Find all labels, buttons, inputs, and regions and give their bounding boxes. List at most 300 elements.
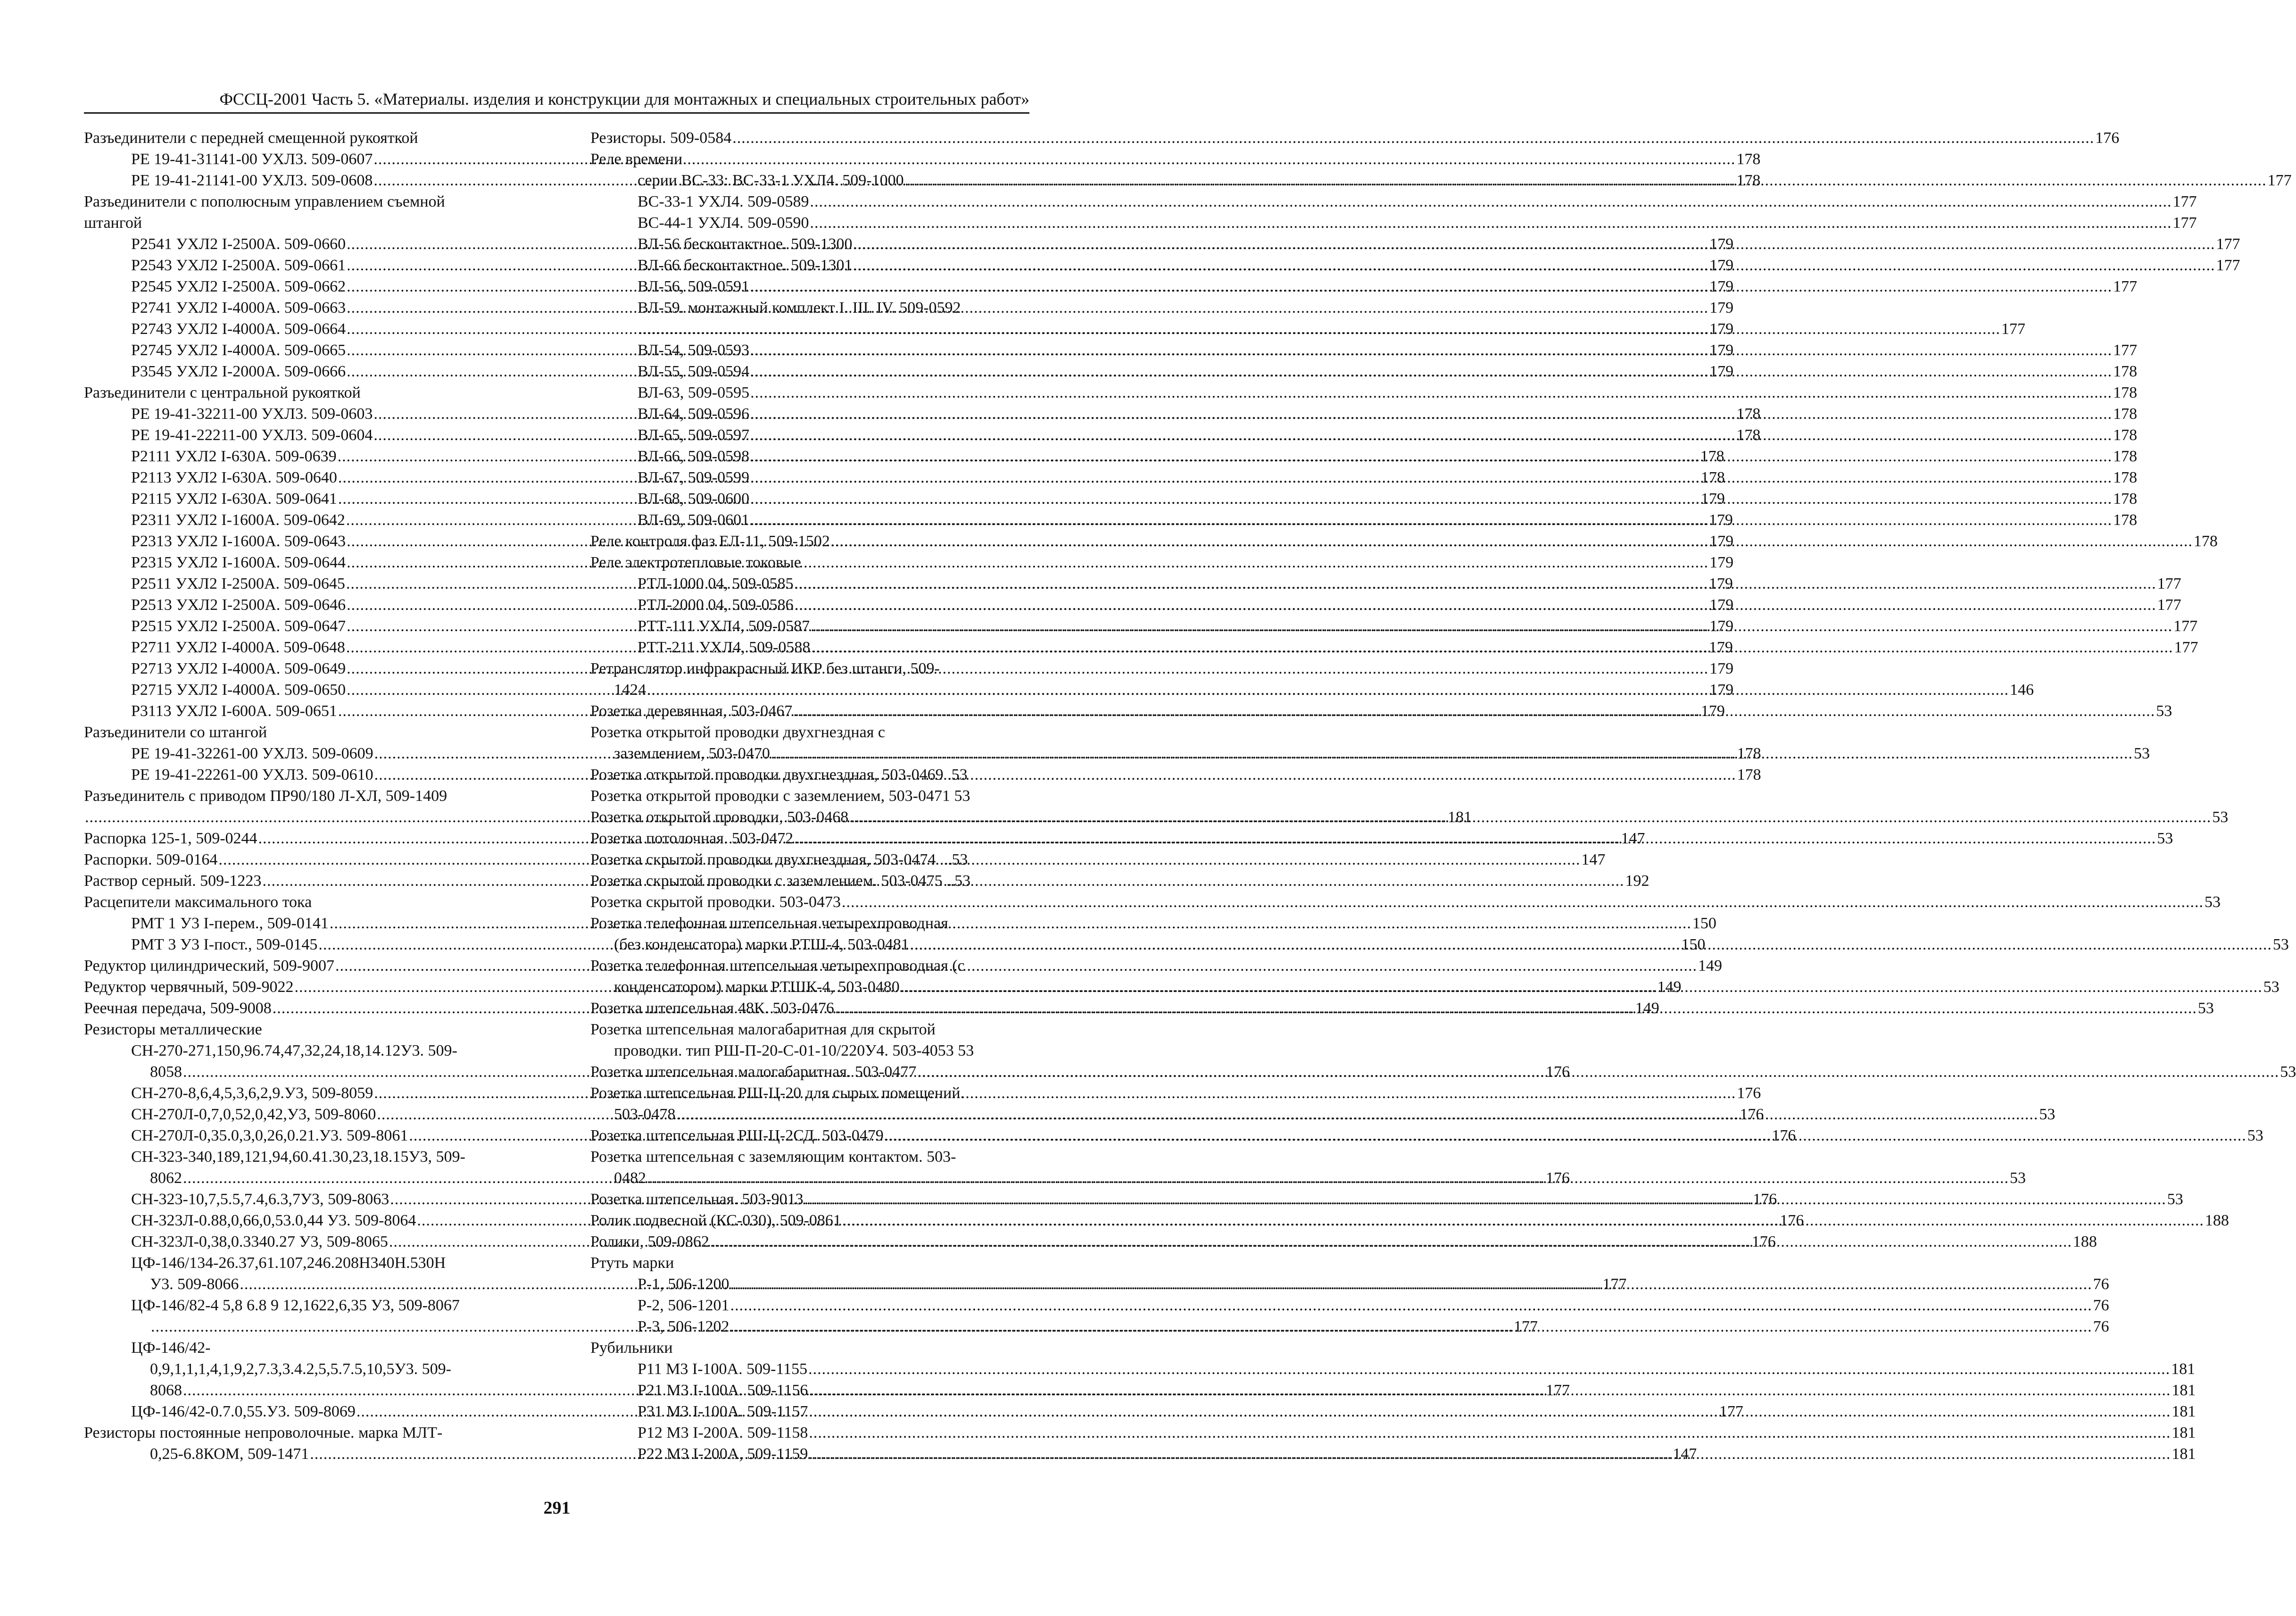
dot-leader — [374, 1083, 1736, 1104]
entry-page-number: 147 — [1581, 851, 1606, 868]
entry-page-number: 177 — [1514, 1318, 1538, 1335]
index-entry — [590, 764, 1030, 785]
dot-leader — [750, 276, 2112, 297]
dot-leader — [730, 1274, 2092, 1295]
entry-label: Р2511 УХЛ2 I-2500А. 509-0645 — [131, 575, 345, 592]
entry-label: Р2313 УХЛ2 I-1600А. 509-0643 — [131, 533, 346, 550]
dot-leader — [809, 1401, 2171, 1422]
entry-label: ЦФ-146/134-26.37,61.107,246.208Н340Н.530Н — [131, 1254, 446, 1272]
entry-page-number: 179 — [1709, 320, 1734, 338]
entry-label: Р3113 УХЛ2 I-600А. 509-0651 — [131, 702, 337, 720]
entry-page-number: 188 — [2205, 1212, 2229, 1229]
entry-label: РТЛ-1000 04, 509-0585 — [638, 575, 794, 592]
entry-label: Распорки. 509-0164 — [84, 851, 218, 868]
entry-page-number: 53 — [2010, 1169, 2026, 1187]
running-header: ФССЦ-2001 Часть 5. «Материалы. изделия и конструкции для монтажных и специальных строительных работ» — [219, 90, 1029, 108]
index-entry — [590, 212, 2197, 233]
index-entry — [590, 297, 1030, 318]
entry-page-number: 177 — [2267, 172, 2292, 189]
entry-label: Розетка штепсельная РШ-Ц-2СД. 503-0479 — [590, 1127, 884, 1144]
entry-label: СН-270Л-0,7,0,52,0,42,У3, 509-8060 — [131, 1106, 376, 1123]
index-entry — [590, 127, 2120, 149]
entry-label: Розетка штепсельная 48К. 503-0476 — [590, 1000, 834, 1017]
entry-page-number: 179 — [1709, 596, 1734, 614]
entry-page-number: 177 — [1602, 1275, 1627, 1293]
index-entry — [84, 212, 522, 233]
entry-page-number: 179 — [1708, 639, 1733, 656]
entry-page-number: 53 — [2197, 1000, 2214, 1017]
entry-page-number: 179 — [1709, 342, 1734, 359]
dot-leader — [750, 361, 2112, 382]
index-entry — [590, 1146, 1030, 1167]
dot-leader — [373, 149, 1735, 170]
entry-page-number: 177 — [2157, 575, 2181, 592]
entry-label: ВЛ-59. монтажный комплект I. III. IV. 509-0592 — [638, 299, 961, 317]
dot-leader — [732, 127, 2094, 149]
entry-page-number: 179 — [1709, 257, 1734, 274]
entry-label: ВЛ-64, 509-0596 — [638, 405, 750, 423]
entry-label: Р3545 УХЛ2 I-2000А. 509-0666 — [131, 363, 346, 380]
entry-label: Розетка штепсельная малогабаритная. 503-0477 — [590, 1063, 917, 1081]
entry-label: ВЛ-56, 509-0591 — [638, 278, 750, 295]
page-number: 291 — [543, 1498, 571, 1518]
entry-page-number: 178 — [1700, 469, 1725, 486]
entry-page-number: 179 — [1700, 490, 1725, 508]
entry-page-number: 178 — [1737, 766, 1761, 783]
entry-page-number: 176 — [1751, 1233, 1776, 1250]
dot-leader — [771, 743, 2133, 764]
dot-leader — [811, 637, 2173, 658]
entry-page-number: 149 — [1657, 978, 1682, 996]
entry-page-number: 179 — [1709, 363, 1734, 380]
entry-label: PE 19-41-32211-00 УХЛ3. 509-0603 — [131, 405, 373, 423]
entry-label: 0,9,1,1,1,4,1,9,2,7.3,3.4.2,5,5.7.5,10,5У3. 509- — [150, 1360, 451, 1378]
entry-page-number: 179 — [1709, 235, 1734, 253]
entry-page-number: 53 — [2133, 745, 2150, 762]
entry-label: ВС-33-1 УХЛ4. 509-0589 — [638, 193, 809, 210]
dot-leader — [750, 403, 2112, 425]
entry-label: ВЛ-69, 509-0601 — [638, 511, 750, 529]
entry-label: заземлением, 503-0470 — [614, 745, 770, 762]
entry-label: Р21 М3 I-100А. 509-1156 — [638, 1382, 808, 1399]
entry-label: PE 19-41-22211-00 УХЛ3. 509-0604 — [131, 426, 373, 444]
dot-leader — [910, 934, 2272, 955]
entry-label: Распорка 125-1, 509-0244 — [84, 830, 257, 847]
entry-label: Разъединитель с приводом ПР90/180 Л-ХЛ, 509-1409 — [84, 787, 448, 805]
entry-label: СН-270Л-0,35.0,3,0,26,0.21.У3. 509-8061 — [131, 1127, 408, 1144]
entry-page-number: 176 — [1740, 1106, 1764, 1123]
entry-page-number: 176 — [1737, 1084, 1761, 1102]
entry-page-number: 178 — [1737, 745, 1761, 762]
index-entry — [84, 1358, 522, 1380]
entry-label: Розетка штепсельная с заземляющим контактом. 503- — [590, 1148, 956, 1166]
index-entry — [590, 403, 2138, 425]
entry-label: Разъединители с передней смещенной рукояткой — [84, 129, 418, 147]
dot-leader — [793, 700, 2155, 722]
entry-label: Резисторы. 509-0584 — [590, 129, 732, 147]
dot-leader — [750, 446, 2112, 467]
entry-page-number: 53 — [2280, 1063, 2296, 1081]
entry-label: конденсатором) марки РТШК-4, 503-0480 — [614, 978, 900, 996]
entry-page-number: 177 — [2172, 214, 2197, 232]
index-entry — [84, 382, 522, 403]
entry-label: ВЛ-68, 509-0600 — [638, 490, 750, 508]
entry-label: Розетка штепсельная РШ-Ц-20 для сырых помещений. — [590, 1084, 964, 1102]
entry-label: Р2541 УХЛ2 I-2500А. 509-0660 — [131, 235, 346, 253]
entry-page-number: 147 — [1621, 830, 1645, 847]
dot-leader — [750, 488, 2112, 509]
dot-leader — [730, 1295, 2092, 1316]
dot-leader — [831, 531, 2193, 552]
entry-page-number: 178 — [2113, 384, 2138, 401]
entry-page-number: 178 — [2113, 469, 2138, 486]
entry-page-number: 179 — [1709, 681, 1734, 699]
entry-label: ЦФ-146/82-4 5,8 6.8 9 12,1622,6,35 У3, 509-8067 — [131, 1297, 460, 1314]
index-entry — [590, 1019, 1030, 1040]
entry-page-number: 76 — [2093, 1318, 2109, 1335]
index-entry — [84, 1295, 522, 1316]
entry-label: РМТ 3 У3 I-пост., 509-0145 — [131, 936, 318, 953]
entry-page-number: 178 — [2113, 363, 2138, 380]
entry-label: Р2515 УХЛ2 I-2500А. 509-0647 — [131, 617, 346, 635]
dot-leader — [849, 807, 2211, 828]
dot-leader — [795, 594, 2156, 616]
index-entry — [590, 891, 2221, 913]
entry-page-number: 192 — [1625, 872, 1649, 890]
entry-label: Ролики, 509-0862 — [590, 1233, 709, 1250]
entry-label: PE 19-41-31141-00 УХЛ3. 509-0607 — [131, 150, 373, 168]
entry-page-number: 176 — [2095, 129, 2120, 147]
index-entry — [84, 1146, 522, 1167]
header-rule — [84, 112, 1029, 114]
entry-page-number: 178 — [1736, 426, 1761, 444]
index-entry — [84, 1337, 522, 1358]
index-entry — [590, 658, 1030, 679]
index-entry — [84, 191, 522, 212]
entry-page-number: 179 — [1709, 533, 1734, 550]
index-entry — [590, 849, 1030, 870]
index-entry — [590, 1252, 1030, 1274]
entry-label: РМТ 1 У3 I-перем., 509-0141 — [131, 915, 329, 932]
entry-label: Р22 М3 I-200А, 509-1159 — [638, 1445, 808, 1463]
entry-label: Р2543 УХЛ2 I-2500А. 509-0661 — [131, 257, 346, 274]
entry-label: ВЛ-55, 509-0594 — [638, 363, 750, 380]
entry-page-number: 147 — [1673, 1445, 1697, 1463]
entry-label: Розетка открытой проводки с заземлением, 503-0471 53 — [590, 787, 970, 805]
entry-label: Расцепители максимального тока — [84, 893, 312, 911]
dot-leader — [809, 1380, 2171, 1401]
index-entry — [84, 785, 522, 807]
dot-leader — [917, 1061, 2279, 1083]
entry-label: Р-1, 506-1200 — [638, 1275, 729, 1293]
entry-page-number: 179 — [1708, 511, 1733, 529]
index-entry — [590, 446, 2138, 467]
entry-label: Р2545 УХЛ2 I-2500А. 509-0662 — [131, 278, 346, 295]
index-entry — [84, 318, 1734, 340]
entry-label: ВЛ-56 бесконтактное. 509-1300 — [638, 235, 853, 253]
entry-label: Р2745 УХЛ2 I-4000А. 509-0665 — [131, 342, 346, 359]
dot-leader — [647, 1167, 2009, 1189]
entry-label: ВЛ-65, 509-0597 — [638, 426, 750, 444]
dot-leader — [750, 467, 2112, 488]
entry-label: Реечная передача, 509-9008 — [84, 1000, 272, 1017]
entry-label: Р-2, 506-1201 — [638, 1297, 729, 1314]
entry-page-number: 181 — [2172, 1424, 2196, 1441]
entry-label: Р12 М3 I-200А. 509-1158 — [638, 1424, 808, 1441]
entry-page-number: 177 — [2001, 320, 2025, 338]
entry-label: РТЛ-2000 04, 509-0586 — [638, 596, 794, 614]
dot-leader — [885, 1125, 2246, 1146]
index-entry — [590, 1337, 1030, 1358]
entry-label: Разъединители с пополюсным управлением съемной — [84, 193, 445, 210]
entry-label: Р2711 УХЛ2 I-4000А. 509-0648 — [131, 639, 345, 656]
entry-page-number: 181 — [2172, 1445, 2196, 1463]
entry-page-number: 178 — [2113, 426, 2138, 444]
entry-label: ЦФ-146/42- — [131, 1339, 211, 1357]
entry-page-number: 176 — [1546, 1063, 1570, 1081]
entry-label: ВЛ-54, 509-0593 — [638, 342, 750, 359]
entry-label: Разъединители со штангой — [84, 724, 267, 741]
entry-label: Редуктор цилиндрический, 509-9007 — [84, 957, 334, 975]
entry-label: РТТ-211 УХЛ4, 509-0588 — [638, 639, 811, 656]
dot-leader — [638, 318, 2000, 340]
entry-label: 503-0478 — [614, 1106, 676, 1123]
index-entry — [84, 722, 522, 743]
entry-label: Р2715 УХЛ2 I-4000А. 509-0650 — [131, 681, 346, 699]
entry-label: Реле времени — [590, 150, 683, 168]
entry-label: Реле электротепловые токовые — [590, 554, 801, 571]
entry-page-number: 179 — [1709, 299, 1734, 317]
entry-label: СН-323-340,189,121,94,60.41.30,23,18.15У3, 509- — [131, 1148, 465, 1166]
entry-page-number: 53 — [2263, 978, 2279, 996]
dot-leader — [853, 233, 2215, 255]
entry-label: СН-270-8,6,4,5,3,6,2,9.У3, 509-8059 — [131, 1084, 373, 1102]
entry-page-number: 179 — [1709, 660, 1734, 677]
index-entry — [590, 785, 1030, 807]
entry-page-number: 177 — [1719, 1403, 1743, 1420]
dot-leader — [374, 764, 1736, 785]
entry-label: Розетка скрытой проводки с заземлением. 503-0475 ..53 — [590, 872, 971, 890]
entry-page-number: 178 — [1736, 172, 1761, 189]
index-entry — [590, 1083, 1030, 1104]
entry-page-number: 179 — [1709, 278, 1734, 295]
dot-leader — [676, 1104, 2038, 1125]
entry-label: Р2713 УХЛ2 I-4000А. 509-0649 — [131, 660, 346, 677]
index-entry — [590, 1422, 2196, 1443]
entry-label: ВЛ-63, 509-0595 — [638, 384, 750, 401]
dot-leader — [835, 998, 2197, 1019]
entry-page-number: 176 — [1753, 1191, 1777, 1208]
entry-label: Р2315 УХЛ2 I-1600А. 509-0644 — [131, 554, 346, 571]
entry-page-number: 177 — [2173, 617, 2198, 635]
index-entry — [590, 149, 1030, 170]
index-entry — [590, 425, 2138, 446]
dot-leader — [730, 1316, 2092, 1337]
entry-label: Разъединители с центральной рукояткой — [84, 384, 361, 401]
entry-label: Р2743 УХЛ2 I-4000А. 509-0664 — [131, 320, 346, 338]
entry-label: Р2113 УХЛ2 I-630А. 509-0640 — [131, 469, 337, 486]
dot-leader — [808, 1358, 2170, 1380]
entry-page-number: 178 — [1736, 405, 1761, 423]
entry-page-number: 177 — [2174, 639, 2198, 656]
index-entry — [590, 722, 1030, 743]
entry-page-number: 149 — [1698, 957, 1722, 975]
entry-label: Редуктор червячный, 509-9022 — [84, 978, 294, 996]
dot-leader — [810, 191, 2172, 212]
entry-label: 8068 — [150, 1382, 182, 1399]
entry-label: Розетка деревянная, 503-0467 — [590, 702, 793, 720]
dot-leader — [901, 976, 2263, 998]
entry-label: Розетка открытой проводки двухгнездная с — [590, 724, 885, 741]
dot-leader — [710, 1231, 2072, 1252]
entry-page-number: 177 — [2113, 278, 2138, 295]
entry-page-number: 179 — [1708, 575, 1733, 592]
entry-label: Розетка открытой проводки, 503-0468 — [590, 808, 849, 826]
entry-page-number: 178 — [2113, 405, 2138, 423]
entry-page-number: 181 — [2172, 1403, 2196, 1420]
entry-label: 0,25-6.8КОМ, 509-1471 — [150, 1445, 309, 1463]
entry-label: ВЛ-66 бесконтактное. 509-1301 — [638, 257, 853, 274]
dot-leader — [647, 679, 2009, 700]
dot-leader — [750, 509, 2112, 531]
entry-label: Розетка скрытой проводки двухгнездная, 503-0474 ...53 — [590, 851, 968, 868]
entry-page-number: 176 — [1772, 1127, 1796, 1144]
index-entry — [590, 552, 1030, 573]
entry-label: СН-323Л-0.88,0,66,0,53.0,44 У3. 509-8064 — [131, 1212, 416, 1229]
dot-leader — [811, 616, 2172, 637]
entry-page-number: 188 — [2072, 1233, 2097, 1250]
entry-page-number: 53 — [2157, 830, 2173, 847]
entry-label: Резисторы металлические — [84, 1021, 262, 1038]
dot-leader — [853, 255, 2215, 276]
entry-page-number: 181 — [1448, 808, 1472, 826]
entry-label: 0482 — [614, 1169, 646, 1187]
index-entry — [590, 1295, 2109, 1316]
entry-page-number: 53 — [2247, 1127, 2263, 1144]
entry-label: PE 19-41-22261-00 УХЛ3. 509-0610 — [131, 766, 373, 783]
index-entry — [84, 1252, 522, 1274]
entry-page-number: 179 — [1709, 554, 1734, 571]
dot-leader — [750, 382, 2112, 403]
entry-page-number: 53 — [2272, 936, 2289, 953]
entry-page-number: 146 — [2010, 681, 2034, 699]
index-entry — [84, 1019, 522, 1040]
entry-page-number: 76 — [2093, 1297, 2109, 1314]
entry-label: Ртуть марки — [590, 1254, 674, 1272]
entry-page-number: 53 — [2212, 808, 2229, 826]
entry-label: PE 19-41-32261-00 УХЛ3. 509-0609 — [131, 745, 373, 762]
entry-page-number: 150 — [1692, 915, 1716, 932]
index-entry — [590, 191, 2197, 212]
entry-label: ЦФ-146/42-0.7.0,55.У3. 509-8069 — [131, 1403, 356, 1420]
entry-label: ВЛ-67, 509-0599 — [638, 469, 750, 486]
entry-label: штангой — [84, 214, 142, 232]
entry-page-number: 178 — [2113, 448, 2138, 465]
entry-label: СН-270-271,150,96.74,47,32,24,18,14.12У3. 509- — [131, 1042, 457, 1059]
index-entry — [590, 913, 1030, 934]
entry-label: серии ВС-33: ВС-33-1 УХЛ4. 509-1000 — [638, 172, 904, 189]
entry-page-number: 177 — [1546, 1382, 1570, 1399]
index-entry — [84, 891, 522, 913]
entry-page-number: 179 — [1700, 702, 1725, 720]
entry-page-number: 76 — [2093, 1275, 2109, 1293]
entry-label: Р2111 УХЛ2 I-630А. 509-0639 — [131, 448, 337, 465]
entry-label: Розетка открытой проводки двухгнездная, 503-0469 .53 — [590, 766, 968, 783]
entry-label: Ролик подвесной (КС-030), 509-0861 — [590, 1212, 841, 1229]
entry-page-number: 178 — [2113, 490, 2138, 508]
entry-page-number: 177 — [2157, 596, 2181, 614]
entry-page-number: 177 — [2216, 257, 2240, 274]
entry-page-number: 181 — [2171, 1360, 2196, 1378]
dot-leader — [804, 1189, 2166, 1210]
index-entry — [84, 1422, 522, 1443]
entry-page-number: 149 — [1635, 1000, 1659, 1017]
index-entry — [590, 870, 1030, 891]
index-entry — [590, 955, 1030, 976]
entry-page-number: 179 — [1709, 617, 1734, 635]
dot-leader — [794, 828, 2156, 849]
entry-label: Р2513 УХЛ2 I-2500А. 509-0646 — [131, 596, 346, 614]
entry-page-number: 150 — [1681, 936, 1706, 953]
entry-label: Розетка телефонная штепсельная четырехпроводная — [590, 915, 948, 932]
entry-page-number: 53 — [2167, 1191, 2183, 1208]
index-entry — [590, 1358, 2196, 1380]
dot-leader — [810, 212, 2172, 233]
index-entry — [84, 127, 522, 149]
dot-leader — [750, 425, 2112, 446]
entry-label: Р2311 УХЛ2 I-1600А. 509-0642 — [131, 511, 345, 529]
entry-page-number: 178 — [2113, 511, 2138, 529]
entry-label: Розетка штепсельная. 503-9013 — [590, 1191, 804, 1208]
entry-page-number: 53 — [2156, 702, 2172, 720]
entry-label: Раствор серный. 509-1223 — [84, 872, 262, 890]
index-entry — [590, 382, 2138, 403]
dot-leader — [842, 1210, 2204, 1231]
entry-label: 1424 — [614, 681, 646, 699]
index-entry — [84, 1040, 522, 1061]
entry-label: 8062 — [150, 1169, 182, 1187]
entry-page-number: 178 — [1736, 150, 1761, 168]
entry-label: Р11 М3 I-100А. 509-1155 — [638, 1360, 808, 1378]
entry-label: Р2741 УХЛ2 I-4000А. 509-0663 — [131, 299, 346, 317]
index-entry — [590, 467, 2138, 488]
index-entry — [590, 1040, 1030, 1061]
entry-page-number: 181 — [2172, 1382, 2196, 1399]
entry-label: Р31 М3 I-100А. 509-1157 — [638, 1403, 808, 1420]
entry-label: У3. 509-8066 — [150, 1275, 239, 1293]
entry-label: Реле контроля фаз ЕЛ-11, 509-1502 — [590, 533, 830, 550]
entry-page-number: 177 — [2172, 193, 2197, 210]
entry-label: Р-3, 506-1202 — [638, 1318, 729, 1335]
entry-label: (без конденсатора) марки РТШ-4, 503-0481 — [614, 936, 909, 953]
entry-label: ВС-44-1 УХЛ4. 509-0590 — [638, 214, 809, 232]
entry-page-number: 176 — [1780, 1212, 1804, 1229]
dot-leader — [809, 1422, 2171, 1443]
dot-leader — [795, 573, 2156, 594]
entry-page-number: 178 — [1700, 448, 1724, 465]
entry-label: ВЛ-66, 509-0598 — [638, 448, 750, 465]
entry-label: Розетка потолочная. 503-0472 — [590, 830, 794, 847]
entry-page-number: 177 — [2216, 235, 2240, 253]
entry-label: РТТ-111 УХЛ4, 509-0587 — [638, 617, 810, 635]
entry-label: Р2115 УХЛ2 I-630А. 509-0641 — [131, 490, 337, 508]
entry-label: Ретранслятор инфракрасный ИКР без штанги, 509- — [590, 660, 940, 677]
entry-label: СН-323-10,7,5.5,7.4,6.3,7У3, 509-8063 — [131, 1191, 390, 1208]
entry-page-number: 53 — [2204, 893, 2221, 911]
entry-page-number: 176 — [1546, 1169, 1570, 1187]
entry-label: Розетка скрытой проводки. 503-0473 — [590, 893, 841, 911]
entry-page-number: 53 — [2039, 1106, 2056, 1123]
